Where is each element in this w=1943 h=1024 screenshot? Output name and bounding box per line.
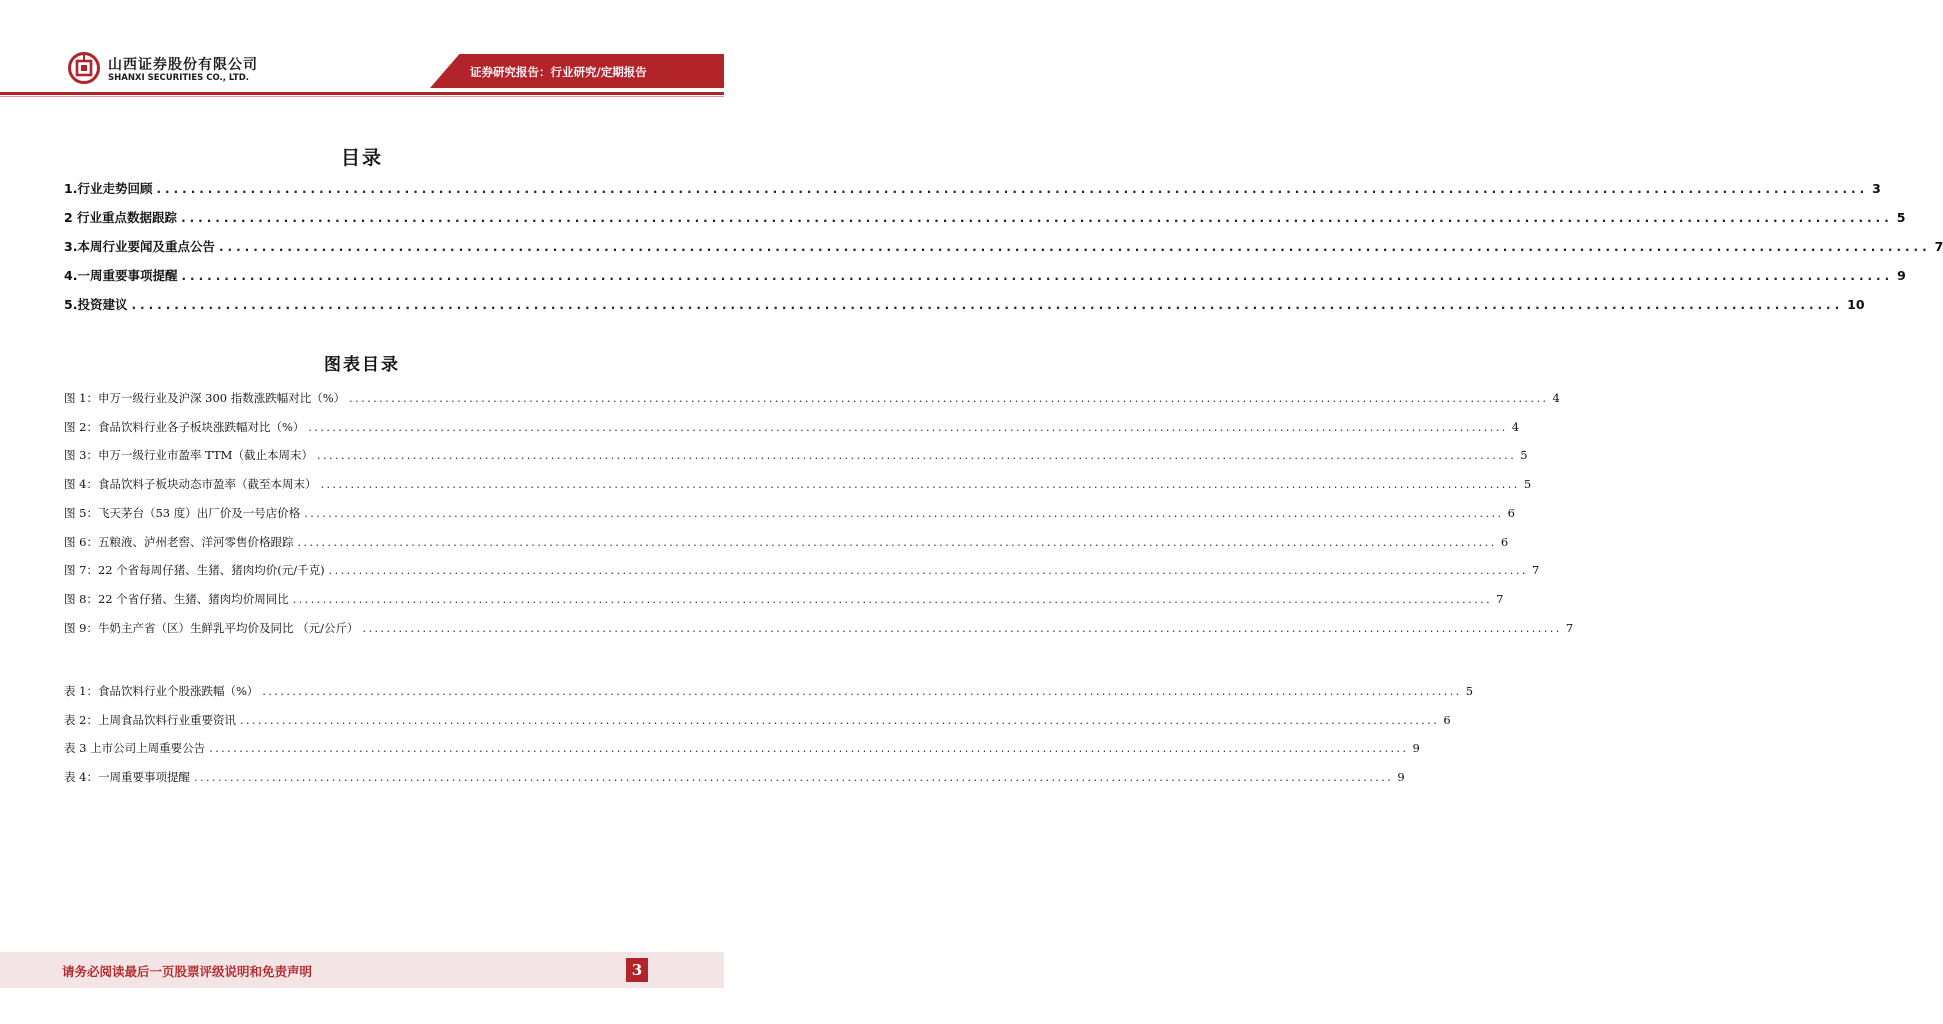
table-entry-page: 6 xyxy=(1443,712,1451,727)
figure-entry[interactable] xyxy=(64,620,1574,638)
dot-leader: ........................................................................................................................................................................................................ xyxy=(292,592,1493,606)
toc-entry-label: 2 行业重点数据跟踪 xyxy=(64,210,178,225)
figure-entry-label: 图 1：申万一级行业及沪深 300 指数涨跌幅对比（%） xyxy=(64,391,346,405)
toc-entry[interactable] xyxy=(64,266,1906,284)
table-entry[interactable] xyxy=(64,712,1451,730)
figure-list-title: 图表目录 xyxy=(324,355,400,375)
table-entry[interactable] xyxy=(64,740,1420,758)
figure-entry-label: 图 9：牛奶主产省（区）生鲜乳平均价及同比 （元/公斤） xyxy=(64,620,359,635)
figure-entry-page: 5 xyxy=(1523,477,1532,492)
toc-entry-page: 9 xyxy=(1897,268,1906,283)
table-entry[interactable] xyxy=(64,683,1474,701)
figure-entry-page: 6 xyxy=(1507,505,1515,520)
disclaimer-text: 请务必阅读最后一页股票评级说明和免责声明 xyxy=(62,964,313,979)
company-name-cn: 山西证券股份有限公司 xyxy=(108,57,258,73)
figure-entry-label: 图 8：22 个省仔猪、生猪、猪肉均价周同比 xyxy=(64,591,289,606)
figure-entry-page: 7 xyxy=(1531,563,1540,578)
table-entry[interactable] xyxy=(64,769,1405,787)
figure-entry-page: 7 xyxy=(1565,620,1574,635)
toc-entry[interactable] xyxy=(64,295,1865,313)
toc-entry-label: 4.一周重要事项提醒 xyxy=(64,268,178,283)
dot-leader: ........................................................................................................................................................................................................ xyxy=(193,771,1394,785)
toc-entry-page: 7 xyxy=(1934,239,1943,254)
company-name-en: SHANXI SECURITIES CO., LTD. xyxy=(108,73,250,83)
table-entry-label: 表 4：一周重要事项提醒 xyxy=(64,770,190,785)
figure-entry-page: 5 xyxy=(1520,448,1528,463)
figure-entry-page: 7 xyxy=(1496,591,1504,606)
figure-entry-label: 图 4：食品饮料子板块动态市盈率（截至本周末） xyxy=(64,477,317,492)
figure-entry-label: 图 5：飞天茅台（53 度）出厂价及一号店价格 xyxy=(64,505,301,520)
figure-entry[interactable] xyxy=(64,419,1520,437)
table-entry-page: 9 xyxy=(1397,770,1405,785)
dot-leader: ........................................................................................................................................................................................................ xyxy=(362,621,1562,635)
dot-leader: ........................................................................................................................................................................................................ xyxy=(349,392,1549,405)
table-entry-label: 表 3 上市公司上周重要公告 xyxy=(64,741,206,756)
table-entry-label: 表 1：食品饮料行业个股涨跌幅（%） xyxy=(64,684,259,698)
dot-leader: ........................................................................................................................................................................................................ xyxy=(156,182,1869,196)
figure-entry[interactable] xyxy=(64,562,1540,580)
toc-entry[interactable] xyxy=(64,237,1943,255)
dot-leader: ........................................................................................................................................................................................................ xyxy=(239,713,1440,727)
table-entry-page: 9 xyxy=(1412,741,1420,756)
header-divider-thin xyxy=(0,96,724,97)
figure-entry[interactable] xyxy=(64,591,1504,609)
dot-leader: ........................................................................................................................................................................................................ xyxy=(181,211,1893,225)
dot-leader: ........................................................................................................................................................................................................ xyxy=(297,535,1497,549)
figure-entry-page: 6 xyxy=(1500,534,1509,549)
toc-entry-label: 5.投资建议 xyxy=(64,297,128,312)
dot-leader: ........................................................................................................................................................................................................ xyxy=(181,269,1894,283)
dot-leader: ........................................................................................................................................................................................................ xyxy=(328,564,1528,578)
figure-entry[interactable] xyxy=(64,390,1560,408)
report-type-label: 证券研究报告：行业研究/定期报告 xyxy=(470,65,647,79)
figure-entry[interactable] xyxy=(64,534,1509,552)
figure-entry-label: 图 3：申万一级行业市盈率 TTM（截止本周末） xyxy=(64,448,313,463)
toc-entry-page: 3 xyxy=(1872,181,1881,196)
page-number: 3 xyxy=(626,958,648,982)
toc-entry-page: 10 xyxy=(1847,297,1865,312)
toc-title: 目录 xyxy=(340,147,383,169)
figure-entry[interactable] xyxy=(64,447,1528,465)
figure-entry-page: 4 xyxy=(1511,419,1520,434)
dot-leader: ........................................................................................................................................................................................................ xyxy=(209,742,1409,756)
page-header xyxy=(0,0,724,100)
figure-entry-page: 4 xyxy=(1552,391,1560,405)
figure-entry-label: 图 6：五粮液、泸州老窖、洋河零售价格跟踪 xyxy=(64,534,294,549)
toc-entry[interactable] xyxy=(64,179,1881,197)
table-entry-page: 5 xyxy=(1465,684,1474,698)
dot-leader: ........................................................................................................................................................................................................ xyxy=(131,298,1844,312)
dot-leader: ........................................................................................................................................................................................................ xyxy=(320,478,1520,492)
dot-leader: ........................................................................................................................................................................................................ xyxy=(304,506,1504,520)
toc-entry-label: 3.本周行业要闻及重点公告 xyxy=(64,239,215,254)
toc-entry-label: 1.行业走势回顾 xyxy=(64,181,153,196)
company-logo-icon xyxy=(68,52,100,84)
dot-leader: ........................................................................................................................................................................................................ xyxy=(316,449,1517,463)
dot-leader: ........................................................................................................................................................................................................ xyxy=(218,240,1931,254)
toc-entry[interactable] xyxy=(64,208,1906,226)
figure-entry-label: 图 2：食品饮料行业各子板块涨跌幅对比（%） xyxy=(64,419,305,434)
figure-entry[interactable] xyxy=(64,505,1515,523)
figure-entry[interactable] xyxy=(64,476,1532,494)
figure-entry-label: 图 7：22 个省每周仔猪、生猪、猪肉均价(元/千克) xyxy=(64,563,325,578)
table-entry-label: 表 2：上周食品饮料行业重要资讯 xyxy=(64,712,236,727)
header-divider xyxy=(0,92,724,95)
dot-leader: ........................................................................................................................................................................................................ xyxy=(308,420,1508,434)
dot-leader: ........................................................................................................................................................................................................ xyxy=(262,685,1462,698)
toc-entry-page: 5 xyxy=(1896,210,1906,225)
